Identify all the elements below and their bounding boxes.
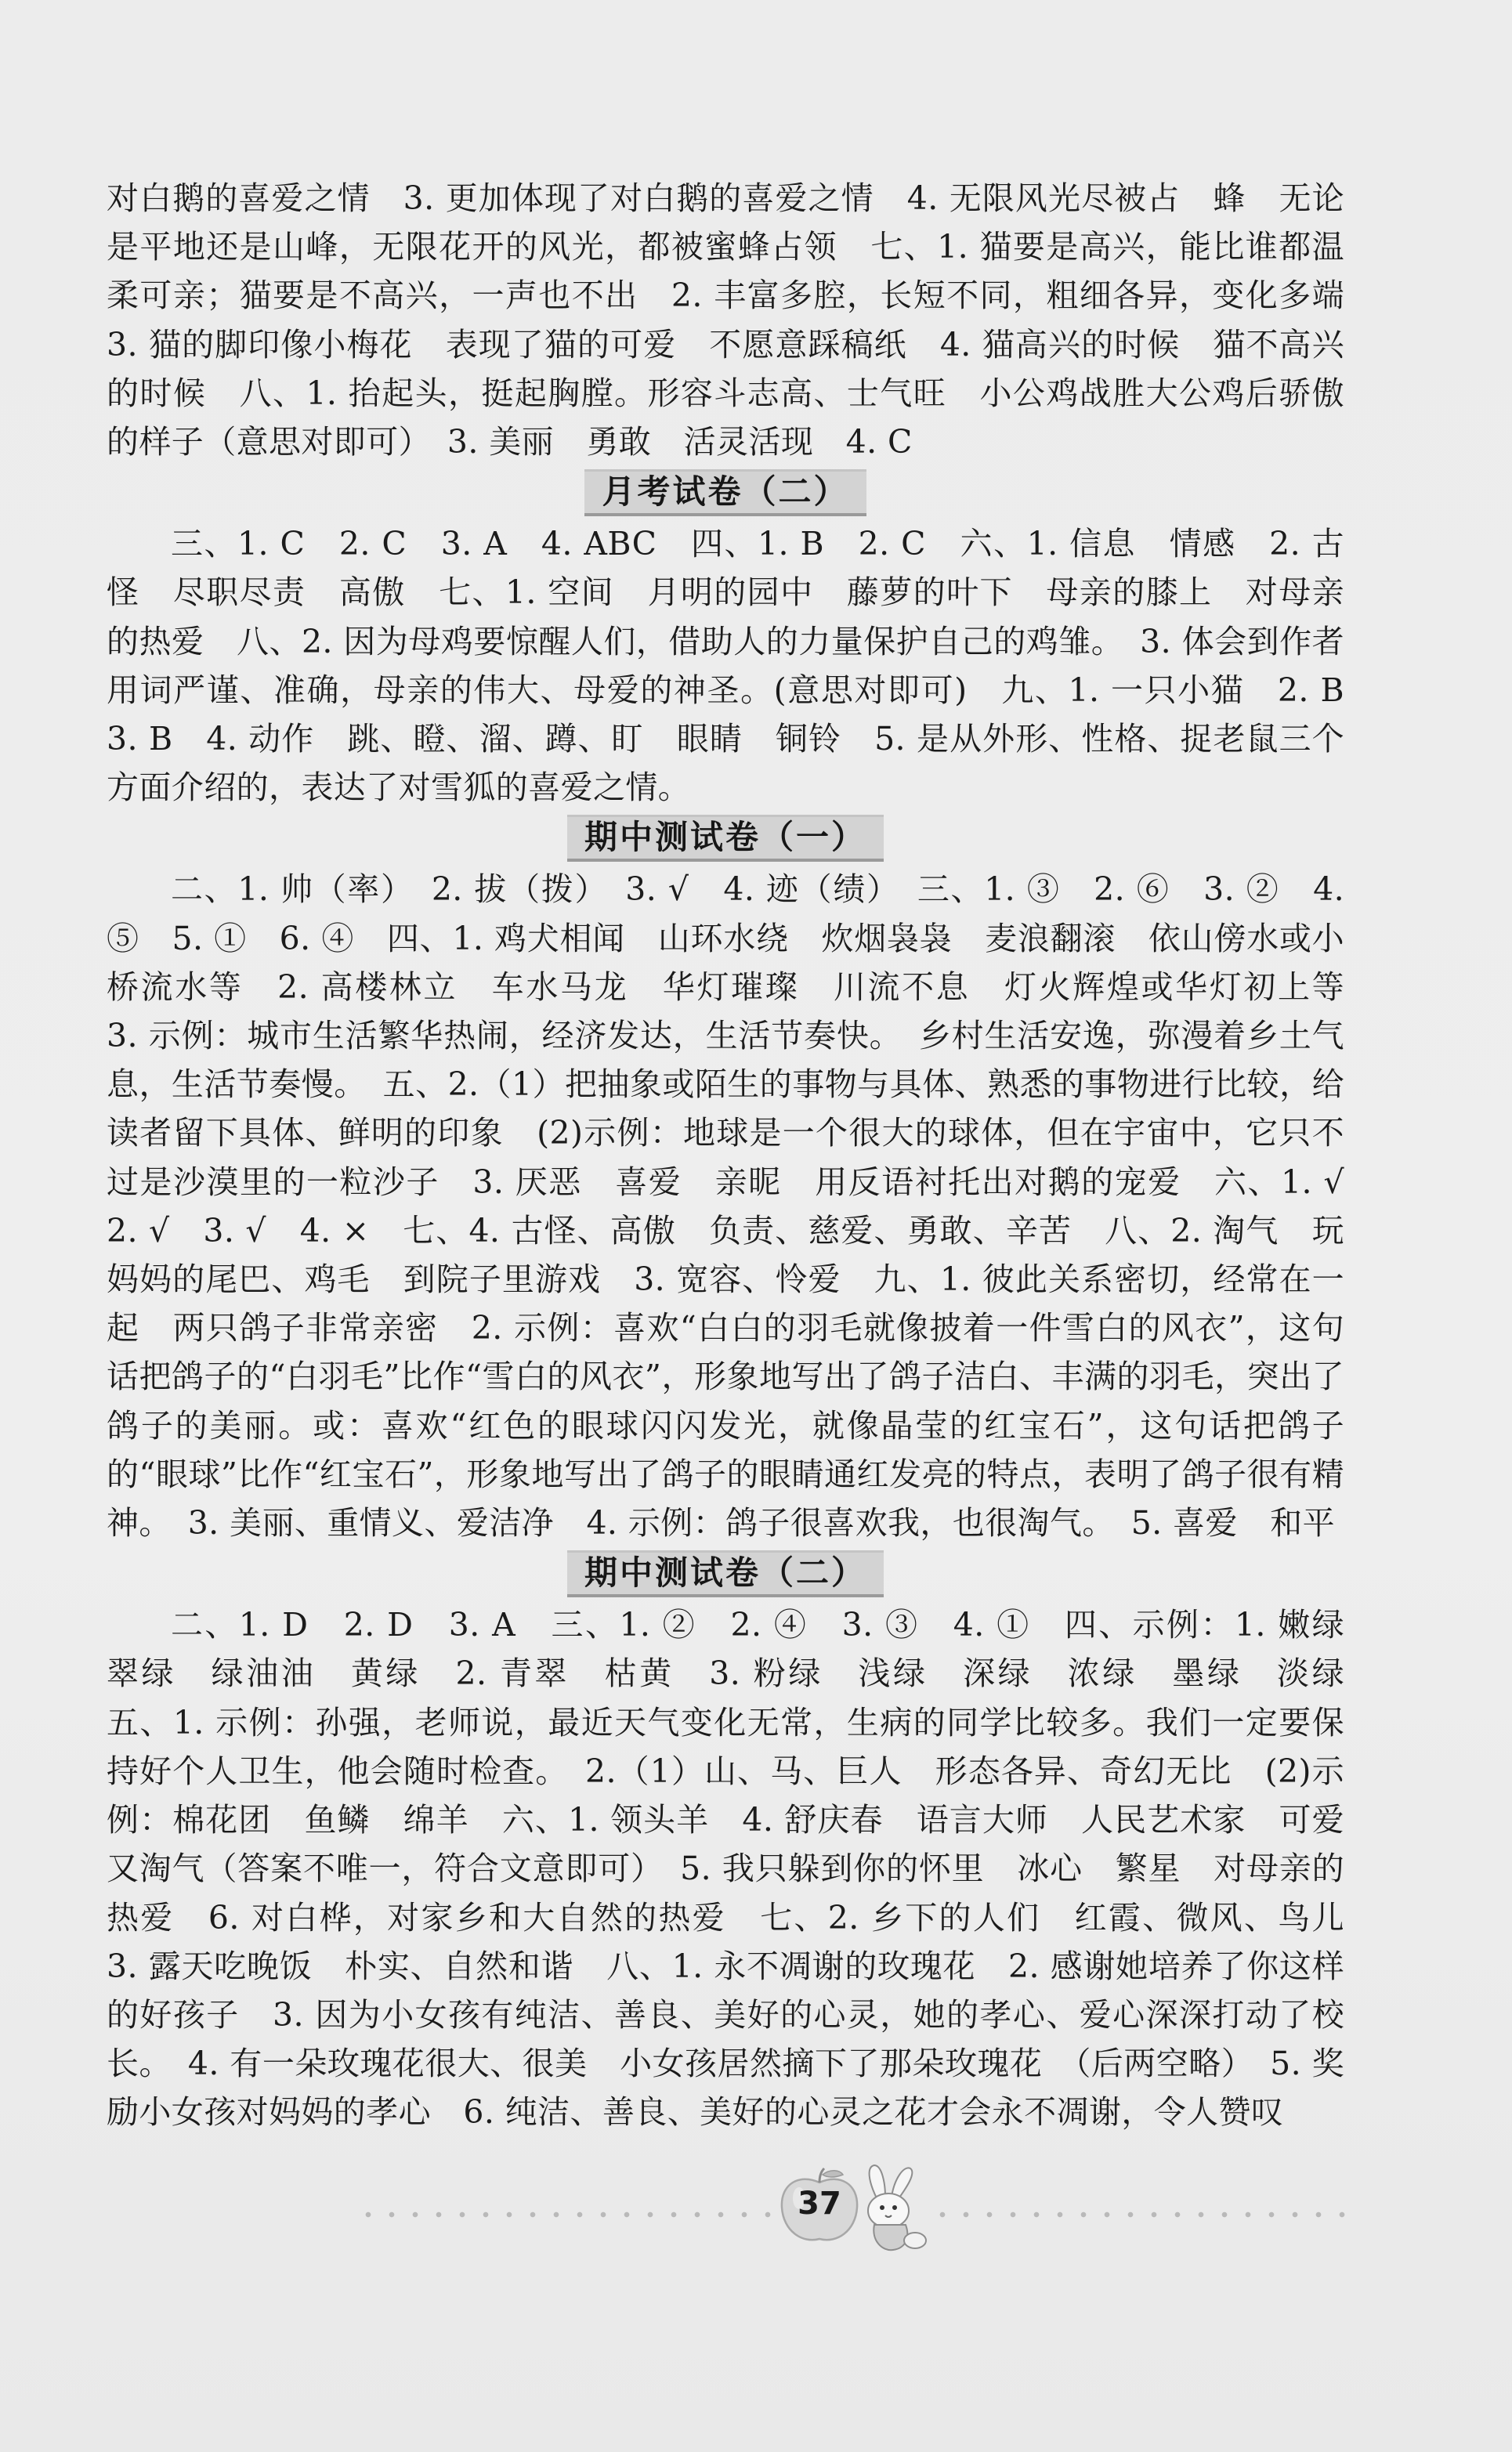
section-3-heading-wrap: [107, 1547, 1344, 1600]
section-2-text: 二、1. 帅（率） 2. 拔（拨） 3. √ 4. 迹（绩） 三、1. ③ 2. ⑥ 3. ② 4. ⑤ 5. ① 6. ④ 四、1. 鸡犬相闻 山环水绕 炊烟袅袅 麦浪翻滚 依山傍水或小桥流水等 2. 高楼林立 车水马龙 华灯璀璨 川流不息 灯火辉煌或华灯初上等 3. 示例：城市生活繁华热闹，经济发达，生活节奏快。 乡村生活安逸，弥漫着乡土气息，生活节奏慢。 五、2.（1）把抽象或陌生的事物与具体、熟悉的事物进行比较，给读者留下具体、鲜明的印象 (2)示例：地球是一个很大的球体，但在宇宙中，它只不过是沙漠里的一粒沙子 3. 厌恶 喜爱 亲昵 用反语衬托出对鹅的宠爱 六、1. √ 2. √ 3. √ 4. × 七、4. 古怪、高傲 负责、慈爱、勇敢、辛苦 八、2. 淘气 玩妈妈的尾巴、鸡毛 到院子里游戏 3. 宽容、怜爱 九、1. 彼此关系密切，经常在一起 两只鸽子非常亲密 2. 示例：喜欢“白白的羽毛就像披着一件雪白的风衣”，这句话把鸽子的“白羽毛”比作“雪白的风衣”，形象地写出了鸽子洁白、丰满的羽毛，突出了鸽子的美丽。或：喜欢“红色的眼球闪闪发光，就像晶莹的红宝石”，这句话把鸽子的“眼球”比作“红宝石”，形象地写出了鸽子的眼睛通红发亮的特点，表明了鸽子很有精神。 3. 美丽、重情义、爱洁净 4. 示例：鸽子很喜欢我，也很淘气。 5. 喜爱 和平: [107, 870, 1377, 1542]
section-0-text: 对白鹅的喜爱之情 3. 更加体现了对白鹅的喜爱之情 4. 无限风光尽被占 蜂 无论是平地还是山峰，无限花开的风光，都被蜜蜂占领 七、1. 猫要是高兴，能比谁都温柔可亲；猫要是不高兴，一声也不出 2. 丰富多腔，长短不同，粗细各异，变化多端 3. 猫的脚印像小梅花 表现了猫的可爱 不愿意踩稿纸 4. 猫高兴的时候 猫不高兴的时候 八、1. 抬起头，挺起胸膛。形容斗志高、士气旺 小公鸡战胜大公鸡后骄傲的样子（意思对即可） 3. 美丽 勇敢 活灵活现 4. C: [107, 179, 1377, 461]
section-3-text: 二、1. D 2. D 3. A 三、1. ② 2. ④ 3. ③ 4. ① 四、示例：1. 嫩绿 翠绿 绿油油 黄绿 2. 青翠 枯黄 3. 粉绿 浅绿 深绿 浓绿 墨绿 淡绿 五、1. 示例：孙强，老师说，最近天气变化无常，生病的同学比较多。我们一定要保持好个人卫生，他会随时检查。 2.（1）山、马、巨人 形态各异、奇幻无比 (2)示例：棉花团 鱼鳞 绵羊 六、1. 领头羊 4. 舒庆春 语言大师 人民艺术家 可爱又淘气（答案不唯一，符合文意即可） 5. 我只躲到你的怀里 冰心 繁星 对母亲的热爱 6. 对白桦，对家乡和大自然的热爱 七、2. 乡下的人们 红霞、微风、鸟儿 3. 露天吃晚饭 朴实、自然和谐 八、1. 永不凋谢的玫瑰花 2. 感谢她培养了你这样的好孩子 3. 因为小女孩有纯洁、善良、美好的心灵，她的孝心、爱心深深打动了校长。 4. 有一朵玫瑰花很大、很美 小女孩居然摘下了那朵玫瑰花 （后两空略） 5. 奖励小女孩对妈妈的孝心 6. 纯洁、善良、美好的心灵之花才会永不凋谢，令人赞叹: [107, 1606, 1377, 2132]
section-1-text: 三、1. C 2. C 3. A 4. ABC 四、1. B 2. C 六、1. 信息 情感 2. 古怪 尽职尽责 高傲 七、1. 空间 月明的园中 藤萝的叶下 母亲的膝上 对母亲的热爱 八、2. 因为母鸡要惊醒人们，借助人的力量保护自己的鸡雏。 3. 体会到作者用词严谨、准确，母亲的伟大、母爱的神圣。(意思对即可) 九、1. 一只小猫 2. B 3. B 4. 动作 跳、瞪、溜、蹲、盯 眼睛 铜铃 5. 是从外形、性格、捉老鼠三个方面介绍的，表达了对雪狐的喜爱之情。: [107, 525, 1377, 807]
section-heading: 期中测试卷（二）: [567, 1550, 884, 1597]
section-heading: 期中测试卷（一）: [567, 815, 884, 862]
section-1-heading-wrap: [107, 466, 1344, 519]
page-footer: [0, 2162, 1512, 2256]
bunny-icon: [848, 2162, 942, 2256]
dotted-rule-left: [356, 2211, 780, 2219]
answer-content: [107, 174, 1377, 2137]
page-number: 37: [798, 2186, 841, 2222]
dotted-rule-right: [931, 2211, 1354, 2219]
section-heading: 月考试卷（二）: [584, 469, 866, 516]
section-2-heading-wrap: [107, 812, 1344, 865]
